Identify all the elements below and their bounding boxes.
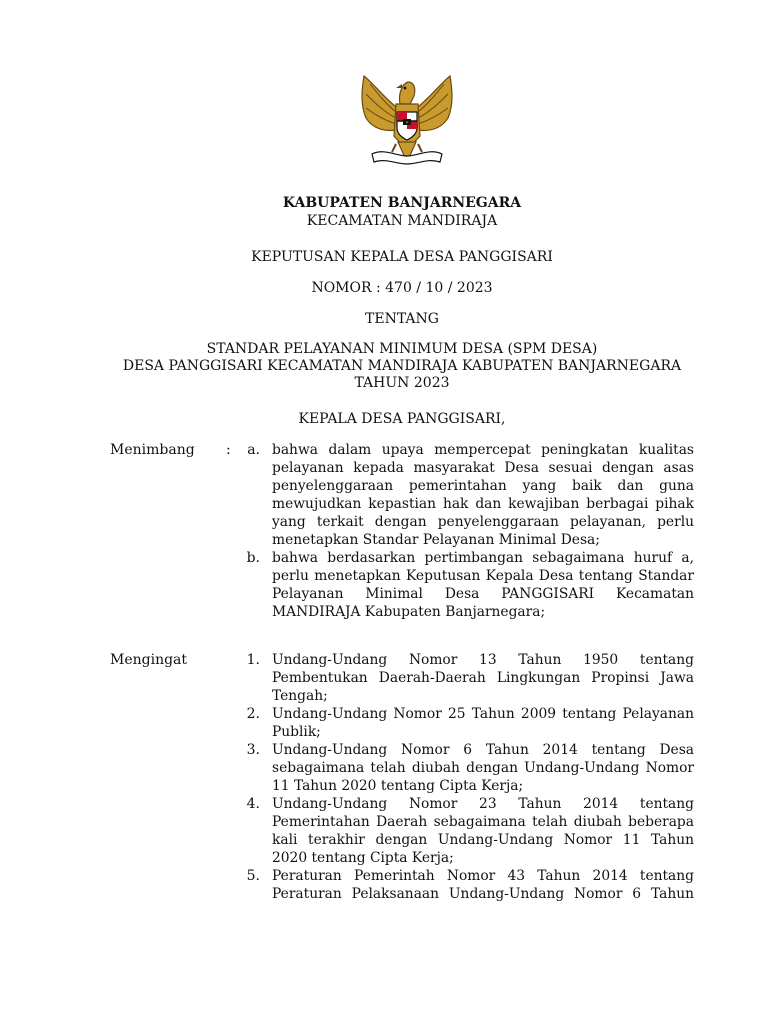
subject-line-2: DESA PANGGISARI KECAMATAN MANDIRAJA KABUPATEN BANJARNEGARA <box>122 358 682 374</box>
text-line: sebagaimana telah diubah dengan Undang-Undang Nomor <box>272 760 694 776</box>
menimbang-item-a-marker: a. <box>247 442 260 458</box>
subject-line-1: STANDAR PELAYANAN MINIMUM DESA (SPM DESA) <box>206 341 598 357</box>
mengingat-item-4-marker: 4. <box>246 796 260 812</box>
text-line: Undang-Undang Nomor 6 Tahun 2014 tentang Desa <box>272 742 694 758</box>
text-line: Publik; <box>272 724 321 740</box>
text-line: Pemerintahan Daerah sebagaimana telah diubah beberapa <box>272 814 694 830</box>
text-line: 11 Tahun 2020 tentang Cipta Kerja; <box>272 778 524 794</box>
menimbang-item-b <box>272 549 694 621</box>
text-line: Pembentukan Daerah-Daerah Lingkungan Propinsi Jawa <box>272 670 694 686</box>
menimbang-label: Menimbang <box>110 442 195 458</box>
text-line: kali terakhir dengan Undang-Undang Nomor 11 Tahun <box>272 832 694 848</box>
text-line: Peraturan Pemerintah Nomor 43 Tahun 2014 tentang <box>272 868 694 884</box>
mengingat-item-2 <box>272 705 694 741</box>
text-line: perlu menetapkan Keputusan Kepala Desa tentang Standar <box>272 568 694 584</box>
menimbang-item-b-marker: b. <box>246 550 260 566</box>
mengingat-item-5-marker: 5. <box>246 868 260 884</box>
text-line: Pelayanan Minimal Desa PANGGISARI Kecamatan <box>272 586 694 602</box>
subject-line-3: TAHUN 2023 <box>354 375 450 391</box>
text-line: mewujudkan kepastian hak dan kewajiban berbagai pihak <box>272 496 694 512</box>
text-line: bahwa berdasarkan pertimbangan sebagaimana huruf a, <box>272 550 694 566</box>
mengingat-item-1-marker: 1. <box>246 652 260 668</box>
text-line: Undang-Undang Nomor 25 Tahun 2009 tentang Pelayanan <box>272 706 694 722</box>
about-heading: TENTANG <box>365 311 439 327</box>
decree-number: NOMOR : 470 / 10 / 2023 <box>311 280 493 296</box>
text-line: Tengah; <box>272 688 328 704</box>
text-line: 2020 tentang Cipta Kerja; <box>272 850 454 866</box>
text-line: bahwa dalam upaya mempercepat peningkatan kualitas <box>272 442 694 458</box>
mengingat-item-2-marker: 2. <box>246 706 260 722</box>
issuer-heading: KEPALA DESA PANGGISARI, <box>298 411 506 427</box>
decree-title: KEPUTUSAN KEPALA DESA PANGGISARI <box>251 249 553 265</box>
mengingat-item-5 <box>272 867 694 903</box>
district-heading: KECAMATAN MANDIRAJA <box>306 213 498 229</box>
mengingat-item-4 <box>272 795 694 867</box>
menimbang-colon: : <box>226 442 231 458</box>
text-line: penyelenggaraan pemerintahan yang baik dan guna <box>272 478 694 494</box>
text-line: menetapkan Standar Pelayanan Minimal Desa; <box>272 532 600 548</box>
garuda-emblem-icon <box>352 70 462 170</box>
text-line: pelayanan kepada masyarakat Desa sesuai dengan asas <box>272 460 694 476</box>
text-line: Undang-Undang Nomor 13 Tahun 1950 tentang <box>272 652 694 668</box>
regency-heading: KABUPATEN BANJARNEGARA <box>282 195 522 211</box>
text-line: MANDIRAJA Kabupaten Banjarnegara; <box>272 604 546 620</box>
text-line: yang terkait dengan penyelenggaraan pelayanan, perlu <box>272 514 694 530</box>
text-line: Undang-Undang Nomor 23 Tahun 2014 tentang <box>272 796 694 812</box>
menimbang-item-a <box>272 441 694 549</box>
mengingat-label: Mengingat <box>110 652 188 668</box>
text-line: Peraturan Pelaksanaan Undang-Undang Nomor 6 Tahun <box>272 886 694 902</box>
mengingat-item-1 <box>272 651 694 705</box>
mengingat-item-3-marker: 3. <box>246 742 260 758</box>
mengingat-item-3 <box>272 741 694 795</box>
